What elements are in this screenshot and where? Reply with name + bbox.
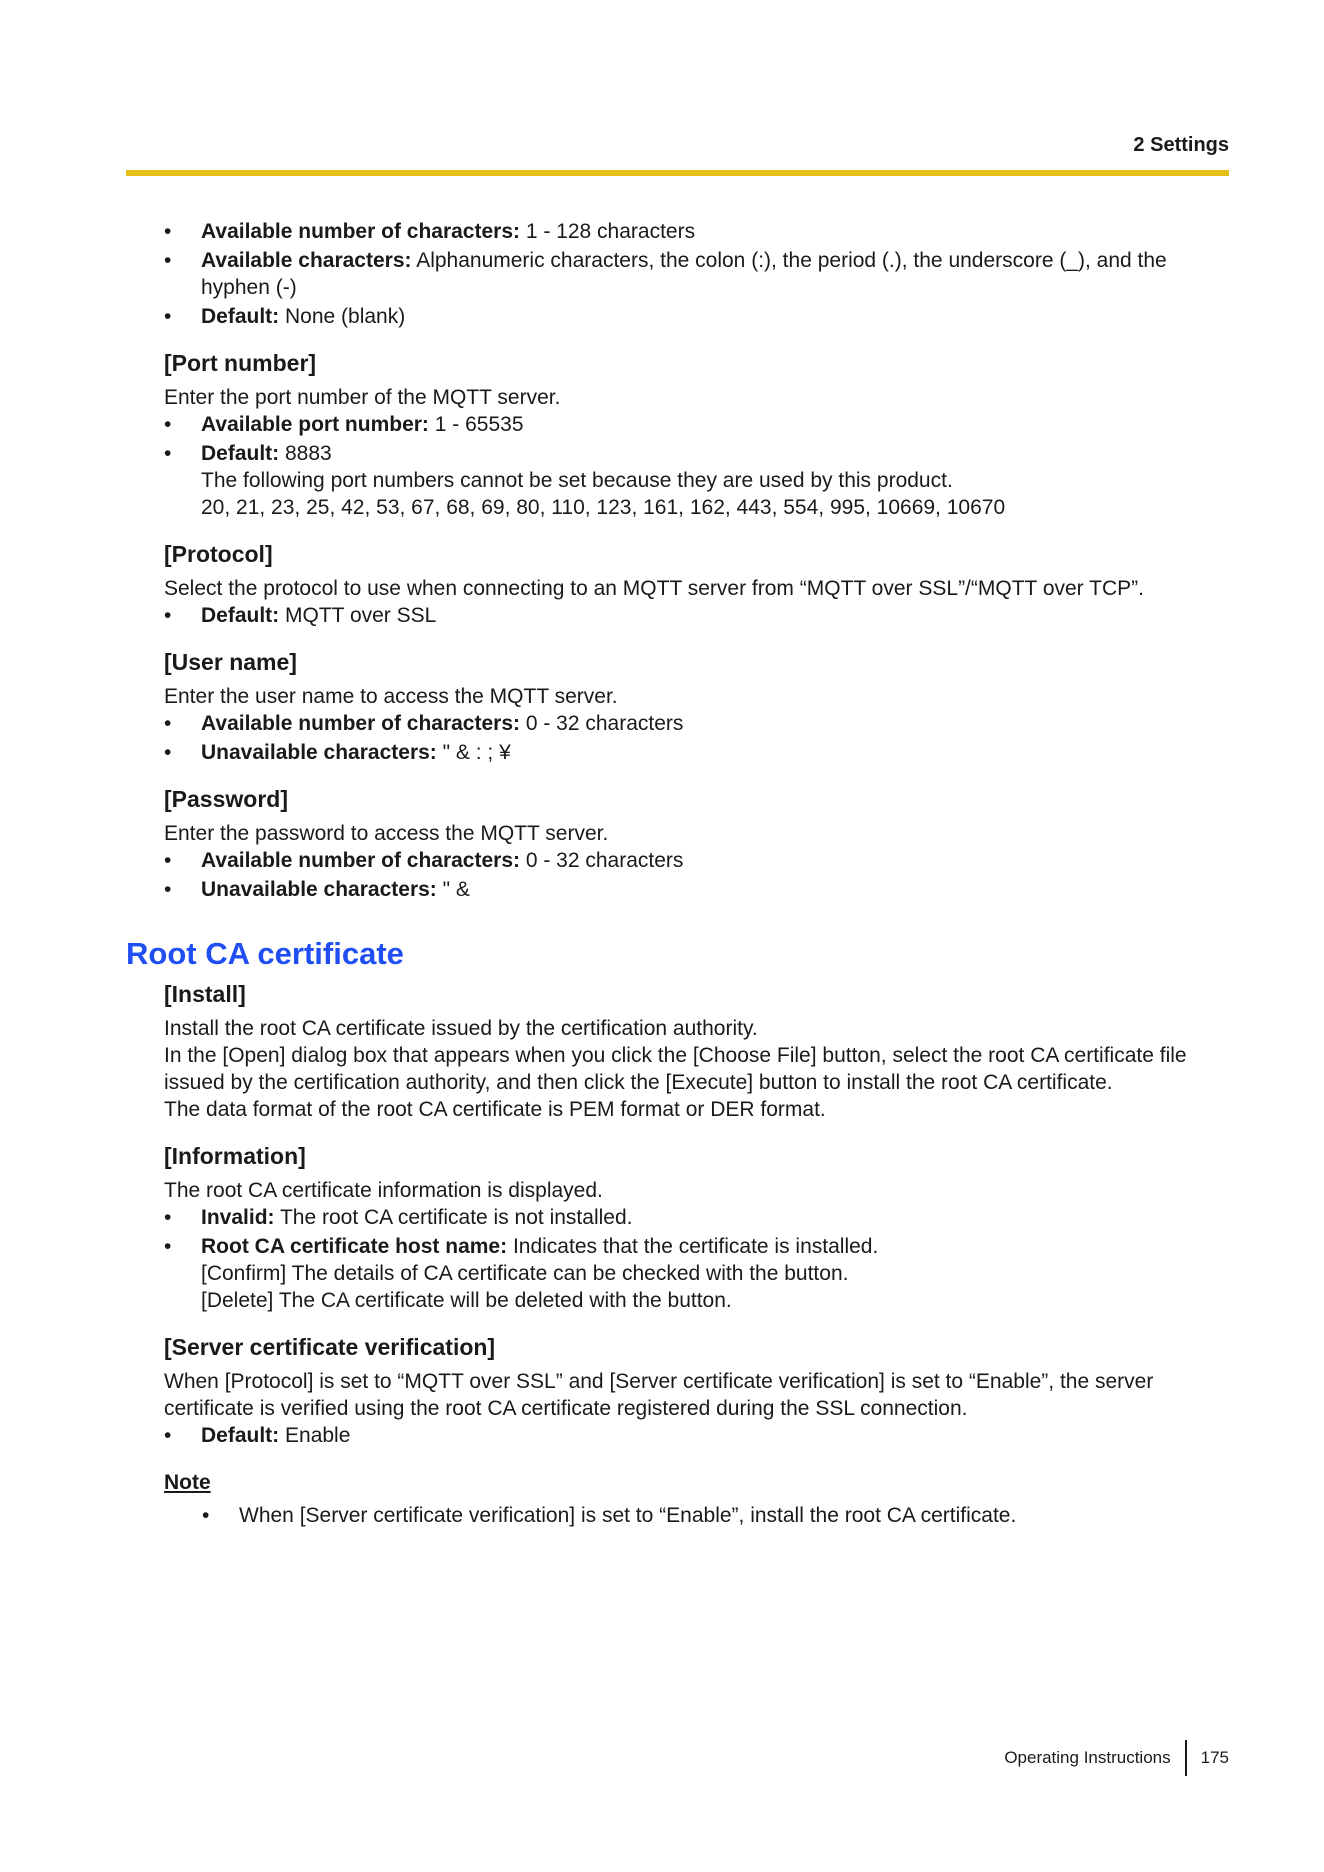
bullet-label: Invalid: xyxy=(201,1206,275,1229)
footer-divider xyxy=(1185,1740,1187,1776)
bullet-label: Root CA certificate host name: xyxy=(201,1235,508,1258)
list-item xyxy=(164,602,1229,629)
install-line: In the [Open] dialog box that appears when you click the [Choose File] button, select the root CA certificate file issued by the certification authority, and then click the [Execute] button to install the root CA certificate. xyxy=(164,1044,1187,1094)
information-bullets xyxy=(164,1204,1229,1314)
list-item xyxy=(164,1422,1229,1449)
bullet-text: None (blank) xyxy=(279,305,406,328)
bullet-label: Available port number: xyxy=(201,413,429,436)
port-restriction-note: The following port numbers cannot be set because they are used by this product. xyxy=(201,469,953,492)
bullet-text: " & xyxy=(436,878,470,901)
footer-doc-title: Operating Instructions xyxy=(1004,1748,1171,1767)
port-number-heading: [Port number] xyxy=(164,350,317,376)
protocol-bullets xyxy=(164,602,1229,629)
note-list xyxy=(164,1502,1229,1529)
port-number-bullets xyxy=(164,411,1229,521)
bullet-label: Available number of characters: xyxy=(201,220,520,243)
install-heading: [Install] xyxy=(164,981,246,1007)
bullet-text: 1 - 128 characters xyxy=(520,220,696,243)
header-rule xyxy=(126,170,1229,176)
bullet-label: Available characters: xyxy=(201,249,412,272)
bullet-text: Alphanumeric characters, the colon (:), the period (.), the underscore (_), and the hyphen (-) xyxy=(201,249,1167,299)
bullet-text: Enable xyxy=(279,1424,351,1447)
bullet-text: " & : ; ¥ xyxy=(436,741,511,764)
user-name-bullets xyxy=(164,710,1229,766)
bullet-label: Available number of characters: xyxy=(201,849,520,872)
password-bullets xyxy=(164,847,1229,903)
user-name-heading: [User name] xyxy=(164,649,297,675)
list-item xyxy=(164,218,1229,245)
page-content xyxy=(126,218,1229,1531)
bullet-text: 1 - 65535 xyxy=(428,413,524,436)
verification-heading: [Server certificate verification] xyxy=(164,1334,496,1360)
top-bullet-list xyxy=(164,218,1229,330)
root-ca-section-title: Root CA certificate xyxy=(126,936,404,971)
bullet-text: Indicates that the certificate is installed. xyxy=(507,1235,879,1258)
information-heading: [Information] xyxy=(164,1143,306,1169)
list-item xyxy=(164,1204,1229,1231)
information-intro: The root CA certificate information is displayed. xyxy=(164,1179,603,1202)
delete-description: [Delete] The CA certificate will be deleted with the button. xyxy=(201,1289,732,1312)
user-name-intro: Enter the user name to access the MQTT server. xyxy=(164,685,618,708)
list-item xyxy=(164,876,1229,903)
bullet-text: The root CA certificate is not installed. xyxy=(274,1206,633,1229)
list-item xyxy=(164,847,1229,874)
list-item xyxy=(164,710,1229,737)
bullet-label: Default: xyxy=(201,442,280,465)
header-section-label: 2 Settings xyxy=(1133,134,1229,156)
bullet-text: 0 - 32 characters xyxy=(520,849,684,872)
install-line: Install the root CA certificate issued by the certification authority. xyxy=(164,1017,758,1040)
list-item xyxy=(164,303,1229,330)
verification-intro: When [Protocol] is set to “MQTT over SSL” and [Server certificate verification] is set to “Enable”, the server certificate is verified using the root CA certificate registered during the SSL connection. xyxy=(164,1370,1154,1420)
port-restriction-list: 20, 21, 23, 25, 42, 53, 67, 68, 69, 80, 110, 123, 161, 162, 443, 554, 995, 10669, 10670 xyxy=(201,496,1006,519)
bullet-label: Unavailable characters: xyxy=(201,741,437,764)
install-line: The data format of the root CA certificate is PEM format or DER format. xyxy=(164,1098,826,1121)
protocol-heading: [Protocol] xyxy=(164,541,273,567)
list-item xyxy=(164,411,1229,438)
confirm-description: [Confirm] The details of CA certificate can be checked with the button. xyxy=(201,1262,849,1285)
protocol-intro: Select the protocol to use when connecting to an MQTT server from “MQTT over SSL”/“MQTT over TCP”. xyxy=(164,577,1144,600)
note-heading: Note xyxy=(164,1471,211,1494)
bullet-label: Unavailable characters: xyxy=(201,878,437,901)
password-intro: Enter the password to access the MQTT server. xyxy=(164,822,609,845)
list-item xyxy=(164,739,1229,766)
list-item xyxy=(164,247,1229,301)
password-heading: [Password] xyxy=(164,786,288,812)
list-item: • When [Server certificate verification] is set to “Enable”, install the root CA certificate. xyxy=(202,1502,1229,1529)
page-footer xyxy=(1004,1740,1229,1776)
verification-bullets xyxy=(164,1422,1229,1449)
bullet-text: MQTT over SSL xyxy=(279,604,437,627)
bullet-text: 0 - 32 characters xyxy=(520,712,684,735)
bullet-text: 8883 xyxy=(279,442,332,465)
bullet-label: Available number of characters: xyxy=(201,712,520,735)
list-item xyxy=(164,1233,1229,1314)
port-number-intro: Enter the port number of the MQTT server. xyxy=(164,386,561,409)
bullet-label: Default: xyxy=(201,1424,280,1447)
list-item xyxy=(164,440,1229,521)
bullet-label: Default: xyxy=(201,604,280,627)
page-number: 175 xyxy=(1200,1748,1229,1767)
bullet-label: Default: xyxy=(201,305,280,328)
